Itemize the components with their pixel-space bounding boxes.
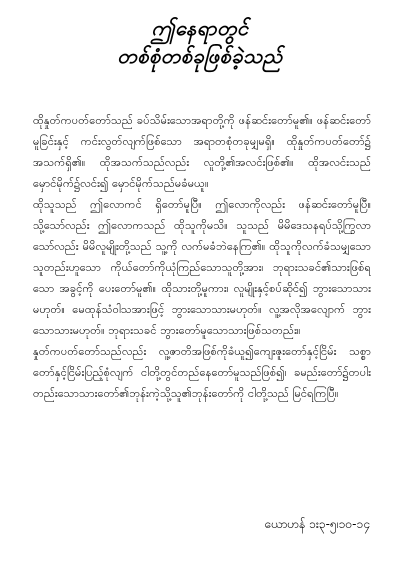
title-line-2: တစ်စုံတစ်ခုဖြစ်ခဲ့သည် — [117, 44, 283, 68]
title-block — [30, 14, 370, 70]
paragraph-1: ထိုနှုတ်ကပတ်တော်သည် ခပ်သိမ်းသောအရာတို့ကို ဖန်ဆင်းတော်မူ၏။ ဖန်ဆင်းတော်မူခြင်းနှင့် ကင်းလွတ်လျက်ဖြစ်သော အရာတစုံတခုမျှမရှိ။ ထိုနှုတ်ကပတ်တော်၌ အသက်ရှိ၏။ ထိုအသက်သည်လည်း လူတို့၏အလင်းဖြစ်၏။ ထိုအလင်းသည် မှောင်မိုက်၌လင်း၍ မှောင်မိုက်သည်မခံမယူ။ — [33, 114, 371, 190]
scripture-body — [33, 110, 371, 404]
scripture-reference: ယောဟန် ၁း၃-၅၊၁၀-၁၄ — [264, 517, 370, 531]
title-line-1: ဤနေရာတွင် — [151, 16, 249, 40]
paragraph-2: ထိုသူသည် ဤလောကၚ် ရှိတော်မူပြီ။ ဤလောကိုလည်း ဖန်ဆင်းတော်မူပြီ။ သို့သော်လည်း ဤလောကသည် ထိုသူကိုမသိ။ သူသည် မိမိဒေသနရပ်သို့ကြွလာသော်လည်း မိမိလူမျိုးတို့သည် သူ့ကို လက်မခံဘဲနေကြ၏။ ထိုသူကိုလက်ခံသမျှသောသူတည်းဟူသော ကိုယ်တော်ကိုယုံကြည်သောသူတို့အား၊ ဘုရားသခင်၏သားဖြစ်ရသော အခွင့်ကို ပေးတော်မူ၏။ ထိုသားတို့မူကား၊ လူမျိုးနှင့်စပ်ဆိုင်၍ ဘွားသောသားမဟုတ်။ မေထုန်သံဝါသအားဖြင့် ဘွားသောသားမဟုတ်။ လူ့အလိုအလျောက် ဘွားသောသားမဟုတ်။ ဘုရားသခင် ဘွားတော်မူသောသားဖြစ်သတည်း။ — [33, 198, 371, 337]
paragraph-3: နှုတ်ကပတ်တော်သည်လည်း လူ့ဇာတိအဖြစ်ကိုခံယူ၍ကျေးဇူးတော်နှင့်ငြိမ်း သစ္စာတော်နှင့်ငြိမ်းပြည့်စုံလျက် ငါတို့တွင်တည်နေတော်မူသည်ဖြစ်၍၊ ခမည်းတော်၌တပါးတည်းသောသားတော်၏ဘုန်းကဲ့သို့သူ၏ဘုန်းတော်ကို ငါတို့သည် မြင်ရကြပြီ။ — [33, 345, 371, 400]
